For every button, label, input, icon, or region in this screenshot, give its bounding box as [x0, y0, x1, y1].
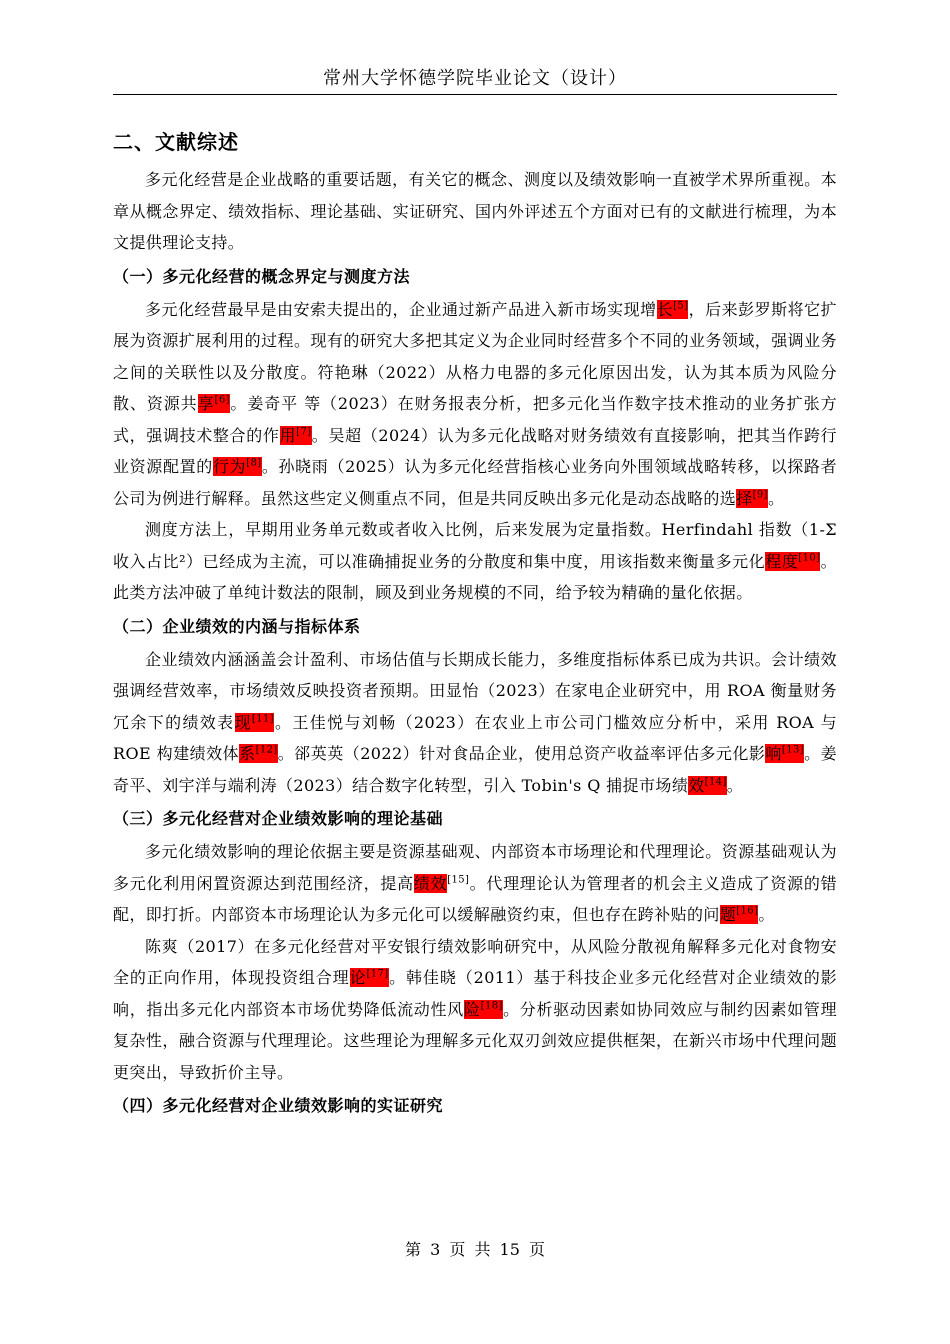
citation-ref: [8]: [246, 457, 262, 469]
highlight-mark: [736, 489, 768, 508]
highlight-text: 享: [197, 394, 215, 413]
highlight-mark: [657, 300, 689, 319]
highlight-mark: [213, 457, 262, 476]
text-run: 。: [726, 775, 744, 795]
highlight-mark: [765, 744, 804, 763]
highlight-text: 系: [239, 744, 256, 763]
page-footer: 第 3 页 共 15 页: [405, 1240, 545, 1259]
highlight-text: 绩效: [413, 873, 448, 893]
citation-ref: [6]: [214, 394, 230, 406]
citation-ref: [10]: [798, 552, 821, 564]
text-run: 。分析驱动因素如协同效应与制约因素如管理复杂性，融合资源与代理理论。这些理论为理解多元化双刃剑效应提供框架，在新兴市场中代理问题更突出，导致折价主导。: [113, 999, 837, 1082]
highlight-mark: [414, 874, 447, 893]
highlight-text: 程度: [765, 551, 799, 571]
section-title: 二、文献综述: [113, 130, 239, 154]
text-run: 。郤英英（2022）针对食品企业，使用总资产收益率评估多元化影: [277, 744, 766, 763]
text-run: 。王佳悦与刘畅（2023）在农业上市公司门槛效应分析中，采用 ROA 与 ROE 构建绩效体: [113, 712, 837, 763]
text-run: 。此类方法冲破了单纯计数法的限制，顾及到业务规模的不同，给予较为精确的量化依据。: [113, 551, 837, 602]
citation-ref: [13]: [781, 744, 805, 756]
highlight-mark: [464, 1000, 503, 1019]
citation-ref: [18]: [480, 1000, 503, 1012]
text-run: 。韩佳晓（2011）基于科技企业多元化经营对企业绩效的影响，指出多元化内部资本市场优势降低流动性风: [113, 968, 837, 1019]
text-run: 。孙晓雨（2025）认为多元化经营指核心业务向外围领域战略转移，以探路者公司为例进行解释。虽然这些定义侧重点不同，但是共同反映出多元化是动态战略的选: [113, 457, 837, 508]
header-rule: [113, 94, 837, 95]
s1-paragraph-2: [113, 514, 837, 609]
page-header-title: 常州大学怀德学院毕业论文（设计）: [323, 68, 627, 89]
citation-ref: [5]: [673, 300, 689, 312]
intro-paragraph: 多元化经营是企业战略的重要话题，有关它的概念、测度以及绩效影响一直被学术界所重视。本章从概念界定、绩效指标、理论基础、实证研究、国内外评述五个方面对已有的文献进行梳理，为本文提供理论支持。: [113, 170, 837, 252]
highlight-mark: [720, 905, 759, 924]
text-run: 。吴超（2024）认为多元化战略对财务绩效有直接影响，把其当作跨行业资源配置的: [113, 425, 837, 476]
subsection-title-2: （二）企业绩效的内涵与指标体系: [113, 616, 361, 636]
s1-paragraph-1: [113, 294, 837, 515]
citation-ref: [14]: [704, 776, 727, 788]
highlight-text: 题: [719, 905, 737, 924]
text-run: 多元化绩效影响的理论依据主要是资源基础观、内部资本市场理论和代理理论。资源基础观认为多元化利用闲置资源达到范围经济，提高: [113, 842, 837, 893]
text-run: ，后来彭罗斯将它扩展为资源扩展利用的过程。现有的研究大多把其定义为企业同时经营多个不同的业务领域，强调业务之间的关联性以及分散度。符艳琳（2022）从格力电器的多元化原因出发，认为其本质为风险分散、资源共: [113, 299, 838, 413]
text-run: 。姜奇平、刘宇洋与端利涛（2023）结合数字化转型，引入 Tobin's Q 捕捉市场绩: [113, 744, 838, 795]
text-run: 多元化经营最早是由安索夫提出的，企业通过新产品进入新市场实现增: [145, 299, 657, 319]
subsection-title-4: （四）多元化经营对企业绩效影响的实证研究: [113, 1096, 444, 1115]
highlight-text: 论: [349, 968, 367, 987]
text-run: 测度方法上，早期用业务单元数或者收入比例，后来发展为定量指数。Herfindahl 指数（1-Σ收入占比²）已经成为主流，可以准确捕捉业务的分散度和集中度，用该指数来衡量多元化: [113, 520, 837, 571]
subsection-title-3: （三）多元化经营对企业绩效影响的理论基础: [113, 809, 444, 828]
text-run: 。: [758, 905, 775, 924]
citation-ref: [7]: [296, 426, 312, 438]
text-run: 。代理理论认为管理者的机会主义造成了资源的错配，即打折。内部资本市场理论认为多元化可以缓解融资约束，但也存在跨补贴的问: [113, 873, 837, 924]
citation-ref: [16]: [736, 905, 759, 917]
subsection-title-1: （一）多元化经营的概念界定与测度方法: [113, 266, 411, 286]
s3-paragraph-1: [113, 836, 837, 931]
highlight-text: 行为: [212, 457, 247, 476]
highlight-text: 效: [688, 775, 705, 795]
citation-ref: [9]: [752, 489, 768, 501]
s3-paragraph-2: [113, 931, 837, 1089]
highlight-text: 长: [656, 299, 674, 319]
highlight-mark: [688, 776, 727, 795]
highlight-mark: [235, 713, 275, 732]
highlight-mark: [350, 968, 389, 987]
highlight-text: 用: [279, 425, 297, 445]
highlight-mark: [198, 394, 230, 413]
text-run: 。姜奇平 等（2023）在财务报表分析，把多元化当作数字技术推动的业务扩张方式，强调技术整合的作: [113, 394, 837, 445]
highlight-text: 响: [765, 744, 782, 763]
text-run: 企业绩效内涵涵盖会计盈利、市场估值与长期成长能力，多维度指标体系已成为共识。会计绩效强调经营效率，市场绩效反映投资者预期。田显怡（2023）在家电企业研究中，用 ROA 衡量财务冗余下的绩效表: [113, 649, 837, 732]
s2-paragraph-1: [113, 644, 837, 802]
text-run: 。: [767, 488, 785, 508]
highlight-text: 险: [463, 999, 481, 1019]
citation-ref: [17]: [366, 968, 389, 980]
highlight-mark: [239, 744, 278, 763]
citation-ref: [12]: [255, 744, 278, 756]
page-body: [113, 126, 837, 1123]
highlight-text: 择: [736, 488, 753, 508]
text-run: 陈爽（2017）在多元化经营对平安银行绩效影响研究中，从风险分散视角解释多元化对食物安全的正向作用，体现投资组合理: [113, 936, 837, 987]
citation-ref: [11]: [251, 713, 275, 725]
highlight-mark: [765, 552, 820, 571]
citation-ref: [15]: [447, 874, 470, 886]
highlight-text: 现: [234, 712, 252, 732]
highlight-mark: [280, 426, 312, 445]
